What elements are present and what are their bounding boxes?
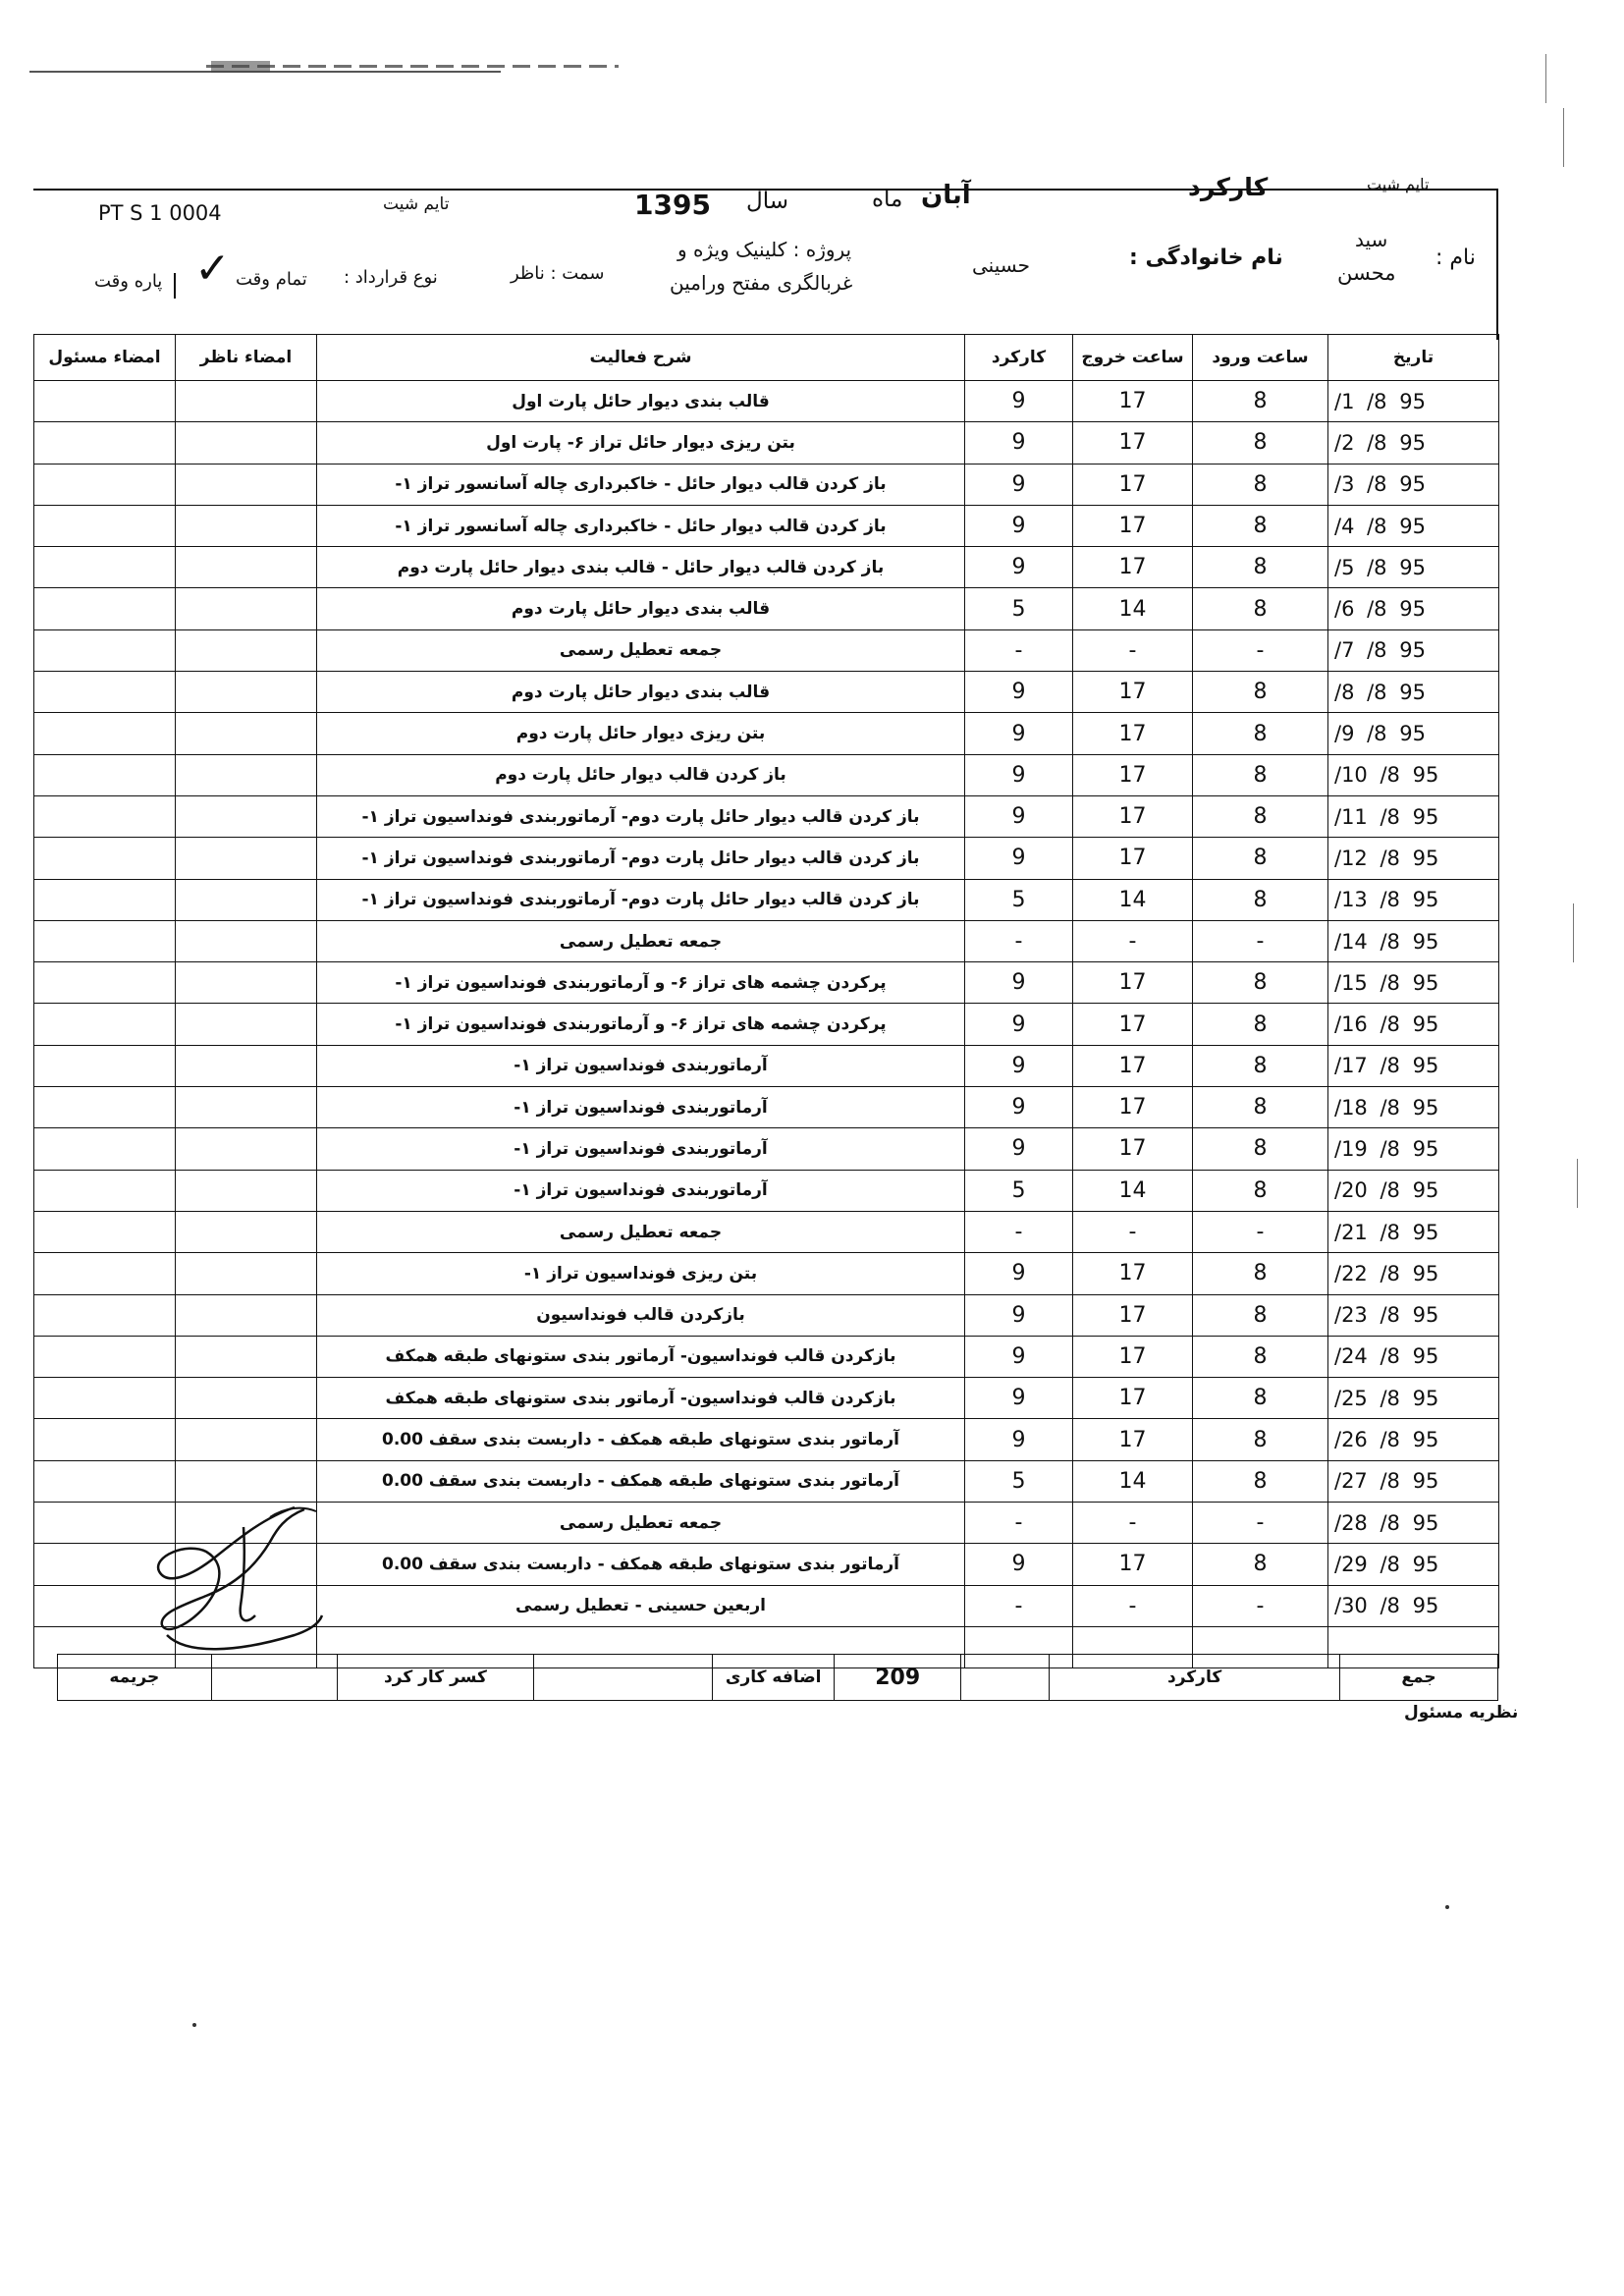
date-cell: /12 /8 95 xyxy=(1328,838,1499,879)
fulltime-label: تمام وقت xyxy=(236,269,307,290)
overtime-label: اضافه کاری xyxy=(712,1655,834,1701)
column-hours: کارکرد xyxy=(965,335,1073,381)
supervisor-sign-cell xyxy=(176,1336,317,1377)
entry-time-cell: 8 xyxy=(1193,795,1328,837)
hours-cell: 5 xyxy=(965,879,1073,920)
manager-sign-cell xyxy=(34,588,176,629)
manager-opinion-label: نظریه مسئول xyxy=(1404,1703,1519,1722)
hours-cell: 9 xyxy=(965,1419,1073,1460)
column-activity: شرح فعالیت xyxy=(317,335,965,381)
supervisor-sign-cell xyxy=(176,1170,317,1211)
year-value: 1395 xyxy=(634,189,711,221)
supervisor-sign-cell xyxy=(176,1004,317,1045)
table-row xyxy=(34,588,1499,629)
supervisor-sign-cell xyxy=(176,1128,317,1170)
manager-sign-cell xyxy=(34,1170,176,1211)
sum-label: جمع xyxy=(1340,1655,1498,1701)
manager-sign-cell xyxy=(34,754,176,795)
exit-time-cell: 17 xyxy=(1073,962,1193,1004)
entry-time-cell: - xyxy=(1193,1211,1328,1252)
hours-cell: 9 xyxy=(965,547,1073,588)
date-cell: /25 /8 95 xyxy=(1328,1378,1499,1419)
totals-table xyxy=(57,1654,1498,1701)
activity-cell: قالب بندی دیوار حائل پارت دوم xyxy=(317,588,965,629)
entry-time-cell: 8 xyxy=(1193,547,1328,588)
exit-time-cell: - xyxy=(1073,629,1193,671)
hours-cell: 9 xyxy=(965,1253,1073,1294)
entry-time-cell: - xyxy=(1193,1503,1328,1544)
activity-cell: آرماتوربندی فونداسیون تراز ۱- xyxy=(317,1170,965,1211)
table-row xyxy=(34,505,1499,546)
activity-cell: بازکردن قالب فونداسیون xyxy=(317,1294,965,1336)
date-cell: /26 /8 95 xyxy=(1328,1419,1499,1460)
worklog-total-label: کارکرد xyxy=(1050,1655,1340,1701)
table-row xyxy=(34,1336,1499,1377)
exit-time-cell: 17 xyxy=(1073,505,1193,546)
table-row xyxy=(34,547,1499,588)
table-row xyxy=(34,838,1499,879)
entry-time-cell: - xyxy=(1193,629,1328,671)
exit-time-cell: 17 xyxy=(1073,1294,1193,1336)
table-row xyxy=(34,879,1499,920)
exit-time-cell: 17 xyxy=(1073,1045,1193,1086)
manager-sign-cell xyxy=(34,1045,176,1086)
column-manager-sign: امضاء مسئول xyxy=(34,335,176,381)
hours-cell: 9 xyxy=(965,422,1073,464)
supervisor-sign-cell xyxy=(176,754,317,795)
exit-time-cell: 17 xyxy=(1073,547,1193,588)
date-cell: /28 /8 95 xyxy=(1328,1503,1499,1544)
table-row xyxy=(34,1294,1499,1336)
table-row xyxy=(34,920,1499,961)
form-code: PT S 1 0004 xyxy=(98,201,222,225)
entry-time-cell: 8 xyxy=(1193,588,1328,629)
date-cell: /10 /8 95 xyxy=(1328,754,1499,795)
hours-cell: 9 xyxy=(965,838,1073,879)
activity-cell: قالب بندی دیوار حائل پارت دوم xyxy=(317,672,965,713)
manager-sign-cell xyxy=(34,1336,176,1377)
activity-cell: آرماتور بندی ستونهای طبقه همکف - داربست بندی سقف 0.00 xyxy=(317,1460,965,1502)
hours-cell: 9 xyxy=(965,713,1073,754)
activity-cell: پرکردن چشمه های تراز ۶- و آرماتوربندی فونداسیون تراز ۱- xyxy=(317,1004,965,1045)
name-label: نام : xyxy=(1435,246,1476,270)
exit-time-cell: 17 xyxy=(1073,1004,1193,1045)
date-cell: /4 /8 95 xyxy=(1328,505,1499,546)
entry-time-cell: 8 xyxy=(1193,1336,1328,1377)
manager-sign-cell xyxy=(34,879,176,920)
manager-sign-cell xyxy=(34,920,176,961)
activity-cell: بتن ریزی دیوار حائل تراز ۶- پارت اول xyxy=(317,422,965,464)
exit-time-cell: - xyxy=(1073,920,1193,961)
table-row xyxy=(34,962,1499,1004)
hours-cell: 9 xyxy=(965,505,1073,546)
supervisor-sign-cell xyxy=(176,1294,317,1336)
entry-time-cell: 8 xyxy=(1193,838,1328,879)
exit-time-cell: 17 xyxy=(1073,422,1193,464)
month-label: ماه xyxy=(872,187,903,212)
name-value-line2: محسن xyxy=(1337,261,1396,285)
scan-edge-mark xyxy=(1563,108,1564,167)
activity-cell: باز کردن قالب دیوار حائل پارت دوم- آرماتوربندی فونداسیون تراز ۱- xyxy=(317,879,965,920)
manager-sign-cell xyxy=(34,795,176,837)
shift-label: تایم شیت xyxy=(1367,175,1430,193)
manager-sign-cell xyxy=(34,547,176,588)
table-header-row xyxy=(34,335,1499,381)
supervisor-sign-cell xyxy=(176,1211,317,1252)
penalty-value xyxy=(211,1655,338,1701)
entry-time-cell: 8 xyxy=(1193,879,1328,920)
entry-time-cell: 8 xyxy=(1193,1544,1328,1585)
table-row xyxy=(34,1253,1499,1294)
manager-sign-cell xyxy=(34,1294,176,1336)
manager-sign-cell xyxy=(34,1378,176,1419)
supervisor-sign-cell xyxy=(176,795,317,837)
hours-cell: 9 xyxy=(965,1378,1073,1419)
supervisor-sign-cell xyxy=(176,505,317,546)
separator-bar xyxy=(174,273,176,299)
entry-time-cell: 8 xyxy=(1193,713,1328,754)
table-row xyxy=(34,1087,1499,1128)
entry-time-cell: 8 xyxy=(1193,422,1328,464)
scan-dot xyxy=(1445,1905,1449,1909)
scan-smudge xyxy=(211,61,270,73)
supervisor-sign-cell xyxy=(176,1419,317,1460)
date-cell: /17 /8 95 xyxy=(1328,1045,1499,1086)
entry-time-cell: 8 xyxy=(1193,381,1328,422)
activity-cell: اربعین حسینی - تعطیل رسمی xyxy=(317,1585,965,1626)
activity-cell: بتن ریزی دیوار حائل پارت دوم xyxy=(317,713,965,754)
timesheet-table xyxy=(33,334,1499,1668)
deduction-label: کسر کار کرد xyxy=(338,1655,533,1701)
manager-sign-cell xyxy=(34,464,176,505)
entry-time-cell: 8 xyxy=(1193,1087,1328,1128)
manager-sign-cell xyxy=(34,1253,176,1294)
supervisor-sign-cell xyxy=(176,1378,317,1419)
year-label: سال xyxy=(746,189,788,214)
exit-time-cell: - xyxy=(1073,1503,1193,1544)
entry-time-cell: 8 xyxy=(1193,1004,1328,1045)
manager-sign-cell xyxy=(34,1419,176,1460)
column-date: تاریخ xyxy=(1328,335,1499,381)
exit-time-cell: 14 xyxy=(1073,588,1193,629)
manager-sign-cell xyxy=(34,672,176,713)
activity-cell: جمعه تعطیل رسمی xyxy=(317,1211,965,1252)
date-cell: /22 /8 95 xyxy=(1328,1253,1499,1294)
supervisor-sign-cell xyxy=(176,1253,317,1294)
exit-time-cell: 17 xyxy=(1073,1419,1193,1460)
hours-cell: 9 xyxy=(965,962,1073,1004)
hours-cell: 9 xyxy=(965,1087,1073,1128)
date-cell: /23 /8 95 xyxy=(1328,1294,1499,1336)
table-row xyxy=(34,1004,1499,1045)
manager-sign-cell xyxy=(34,1087,176,1128)
exit-time-cell: 17 xyxy=(1073,464,1193,505)
handwritten-signature xyxy=(147,1488,334,1665)
project-line2: غربالگری مفتح ورامین xyxy=(670,271,853,295)
date-cell: /14 /8 95 xyxy=(1328,920,1499,961)
date-cell: /9 /8 95 xyxy=(1328,713,1499,754)
totals-row xyxy=(58,1655,1498,1701)
date-cell: /8 /8 95 xyxy=(1328,672,1499,713)
entry-time-cell: 8 xyxy=(1193,1460,1328,1502)
exit-time-cell: 14 xyxy=(1073,879,1193,920)
exit-time-cell: 17 xyxy=(1073,1128,1193,1170)
supervisor-sign-cell xyxy=(176,1087,317,1128)
worklog-title: کارکرد xyxy=(1188,173,1269,201)
supervisor-sign-cell xyxy=(176,1045,317,1086)
supervisor-sign-cell xyxy=(176,672,317,713)
shift-label: تایم شیت xyxy=(383,194,450,214)
hours-cell: 9 xyxy=(965,754,1073,795)
date-cell: /16 /8 95 xyxy=(1328,1004,1499,1045)
supervisor-sign-cell xyxy=(176,464,317,505)
activity-cell: پرکردن چشمه های تراز ۶- و آرماتوربندی فونداسیون تراز ۱- xyxy=(317,962,965,1004)
activity-cell: بتن ریزی فونداسیون تراز ۱- xyxy=(317,1253,965,1294)
activity-cell: آرماتوربندی فونداسیون تراز ۱- xyxy=(317,1045,965,1086)
manager-sign-cell xyxy=(34,422,176,464)
contract-type-label: نوع قرارداد : xyxy=(344,267,438,288)
entry-time-cell: 8 xyxy=(1193,1378,1328,1419)
date-cell: /18 /8 95 xyxy=(1328,1087,1499,1128)
hours-cell: 9 xyxy=(965,381,1073,422)
activity-cell: آرماتوربندی فونداسیون تراز ۱- xyxy=(317,1087,965,1128)
table-row xyxy=(34,795,1499,837)
exit-time-cell: 17 xyxy=(1073,713,1193,754)
table-row xyxy=(34,713,1499,754)
entry-time-cell: 8 xyxy=(1193,505,1328,546)
activity-cell: بازکردن قالب فونداسیون- آرماتور بندی ستونهای طبقه همکف xyxy=(317,1336,965,1377)
hours-cell: 9 xyxy=(965,1045,1073,1086)
hours-cell: 9 xyxy=(965,1294,1073,1336)
table-row xyxy=(34,422,1499,464)
activity-cell: آرماتور بندی ستونهای طبقه همکف - داربست بندی سقف 0.00 xyxy=(317,1544,965,1585)
date-cell: /29 /8 95 xyxy=(1328,1544,1499,1585)
fulltime-checkmark: ✓ xyxy=(194,244,231,294)
date-cell: /5 /8 95 xyxy=(1328,547,1499,588)
activity-cell: باز کردن قالب دیوار حائل - خاکبرداری چاله آسانسور تراز ۱- xyxy=(317,505,965,546)
deduction-value xyxy=(533,1655,712,1701)
activity-cell: جمعه تعطیل رسمی xyxy=(317,1503,965,1544)
supervisor-sign-cell xyxy=(176,422,317,464)
exit-time-cell: 17 xyxy=(1073,795,1193,837)
exit-time-cell: 17 xyxy=(1073,381,1193,422)
activity-cell: بازکردن قالب فونداسیون- آرماتور بندی ستونهای طبقه همکف xyxy=(317,1378,965,1419)
activity-cell: آرماتوربندی فونداسیون تراز ۱- xyxy=(317,1128,965,1170)
table-row xyxy=(34,1045,1499,1086)
date-cell: /20 /8 95 xyxy=(1328,1170,1499,1211)
manager-sign-cell xyxy=(34,1211,176,1252)
manager-sign-cell xyxy=(34,838,176,879)
supervisor-sign-cell xyxy=(176,920,317,961)
entry-time-cell: - xyxy=(1193,920,1328,961)
activity-cell: قالب بندی دیوار حائل پارت اول xyxy=(317,381,965,422)
table-row xyxy=(34,1378,1499,1419)
manager-sign-cell xyxy=(34,713,176,754)
table-row xyxy=(34,1170,1499,1211)
family-value: حسینی xyxy=(972,253,1030,277)
date-cell: /7 /8 95 xyxy=(1328,629,1499,671)
supervisor-sign-cell xyxy=(176,838,317,879)
date-cell: /2 /8 95 xyxy=(1328,422,1499,464)
date-cell: /24 /8 95 xyxy=(1328,1336,1499,1377)
activity-cell: باز کردن قالب دیوار حائل پارت دوم xyxy=(317,754,965,795)
scan-dot xyxy=(192,2023,196,2027)
hours-cell: 9 xyxy=(965,795,1073,837)
activity-cell: جمعه تعطیل رسمی xyxy=(317,629,965,671)
supervisor-sign-cell xyxy=(176,713,317,754)
manager-sign-cell xyxy=(34,962,176,1004)
hours-cell: - xyxy=(965,629,1073,671)
exit-time-cell: 17 xyxy=(1073,838,1193,879)
activity-cell: باز کردن قالب دیوار حائل - خاکبرداری چاله آسانسور تراز ۱- xyxy=(317,464,965,505)
penalty-label: جریمه xyxy=(58,1655,212,1701)
activity-cell: باز کردن قالب دیوار حائل - قالب بندی دیوار حائل پارت دوم xyxy=(317,547,965,588)
date-cell: /3 /8 95 xyxy=(1328,464,1499,505)
column-supervisor-sign: امضاء ناظر xyxy=(176,335,317,381)
column-exit-time: ساعت خروج xyxy=(1073,335,1193,381)
month-value: آبان xyxy=(921,181,971,210)
table-row xyxy=(34,629,1499,671)
activity-cell: باز کردن قالب دیوار حائل پارت دوم- آرماتوربندی فونداسیون تراز ۱- xyxy=(317,795,965,837)
table-row xyxy=(34,1128,1499,1170)
date-cell: /13 /8 95 xyxy=(1328,879,1499,920)
entry-time-cell: 8 xyxy=(1193,1253,1328,1294)
entry-time-cell: 8 xyxy=(1193,1045,1328,1086)
exit-time-cell: 17 xyxy=(1073,1378,1193,1419)
hours-cell: 9 xyxy=(965,672,1073,713)
entry-time-cell: 8 xyxy=(1193,1419,1328,1460)
parttime-label: پاره وقت xyxy=(94,271,163,292)
exit-time-cell: 17 xyxy=(1073,1544,1193,1585)
exit-time-cell: - xyxy=(1073,1585,1193,1626)
date-cell: /6 /8 95 xyxy=(1328,588,1499,629)
date-cell: /19 /8 95 xyxy=(1328,1128,1499,1170)
activity-cell: آرماتور بندی ستونهای طبقه همکف - داربست بندی سقف 0.00 xyxy=(317,1419,965,1460)
scan-edge-mark xyxy=(1573,903,1574,962)
table-row xyxy=(34,754,1499,795)
manager-sign-cell xyxy=(34,1128,176,1170)
hours-cell: 9 xyxy=(965,1336,1073,1377)
exit-time-cell: 17 xyxy=(1073,754,1193,795)
entry-time-cell: 8 xyxy=(1193,1170,1328,1211)
hours-cell: - xyxy=(965,1585,1073,1626)
table-row xyxy=(34,1419,1499,1460)
exit-time-cell: 17 xyxy=(1073,1087,1193,1128)
table-row xyxy=(34,381,1499,422)
activity-cell: جمعه تعطیل رسمی xyxy=(317,920,965,961)
hours-cell: 9 xyxy=(965,1128,1073,1170)
manager-sign-cell xyxy=(34,629,176,671)
date-cell: /11 /8 95 xyxy=(1328,795,1499,837)
name-value-line1: سید xyxy=(1355,228,1388,251)
table-row xyxy=(34,672,1499,713)
date-cell: /27 /8 95 xyxy=(1328,1460,1499,1502)
hours-cell: 9 xyxy=(965,1004,1073,1045)
hours-cell: - xyxy=(965,1211,1073,1252)
family-label: نام خانوادگی : xyxy=(1129,246,1283,270)
supervisor-sign-cell xyxy=(176,962,317,1004)
supervisor-sign-cell xyxy=(176,547,317,588)
entry-time-cell: 8 xyxy=(1193,754,1328,795)
entry-time-cell: 8 xyxy=(1193,672,1328,713)
date-cell: /15 /8 95 xyxy=(1328,962,1499,1004)
table-row xyxy=(34,1211,1499,1252)
date-cell: /1 /8 95 xyxy=(1328,381,1499,422)
hours-cell: 5 xyxy=(965,1170,1073,1211)
overtime-value xyxy=(961,1655,1050,1701)
hours-cell: 5 xyxy=(965,1460,1073,1502)
hours-cell: - xyxy=(965,920,1073,961)
hours-cell: 9 xyxy=(965,464,1073,505)
exit-time-cell: 17 xyxy=(1073,672,1193,713)
activity-cell: باز کردن قالب دیوار حائل پارت دوم- آرماتوربندی فونداسیون تراز ۱- xyxy=(317,838,965,879)
exit-time-cell: 14 xyxy=(1073,1170,1193,1211)
project-line1: پروژه : کلینیک ویژه و xyxy=(677,238,852,261)
manager-sign-cell xyxy=(34,505,176,546)
exit-time-cell: 14 xyxy=(1073,1460,1193,1502)
hours-cell: 5 xyxy=(965,588,1073,629)
entry-time-cell: - xyxy=(1193,1585,1328,1626)
entry-time-cell: 8 xyxy=(1193,1294,1328,1336)
manager-sign-cell xyxy=(34,381,176,422)
entry-time-cell: 8 xyxy=(1193,962,1328,1004)
hours-cell: - xyxy=(965,1503,1073,1544)
supervisor-sign-cell xyxy=(176,879,317,920)
column-entry-time: ساعت ورود xyxy=(1193,335,1328,381)
supervisor-sign-cell xyxy=(176,381,317,422)
manager-sign-cell xyxy=(34,1004,176,1045)
worklog-total-value: 209 xyxy=(835,1655,961,1701)
entry-time-cell: 8 xyxy=(1193,1128,1328,1170)
entry-time-cell: 8 xyxy=(1193,464,1328,505)
position-label: سمت : ناظر xyxy=(511,263,605,284)
scan-edge-mark xyxy=(1545,54,1546,103)
exit-time-cell: 17 xyxy=(1073,1253,1193,1294)
scan-edge-mark xyxy=(1577,1159,1578,1208)
date-cell: /21 /8 95 xyxy=(1328,1211,1499,1252)
exit-time-cell: - xyxy=(1073,1211,1193,1252)
table-row xyxy=(34,464,1499,505)
hours-cell: 9 xyxy=(965,1544,1073,1585)
supervisor-sign-cell xyxy=(176,629,317,671)
supervisor-sign-cell xyxy=(176,588,317,629)
exit-time-cell: 17 xyxy=(1073,1336,1193,1377)
date-cell: /30 /8 95 xyxy=(1328,1585,1499,1626)
